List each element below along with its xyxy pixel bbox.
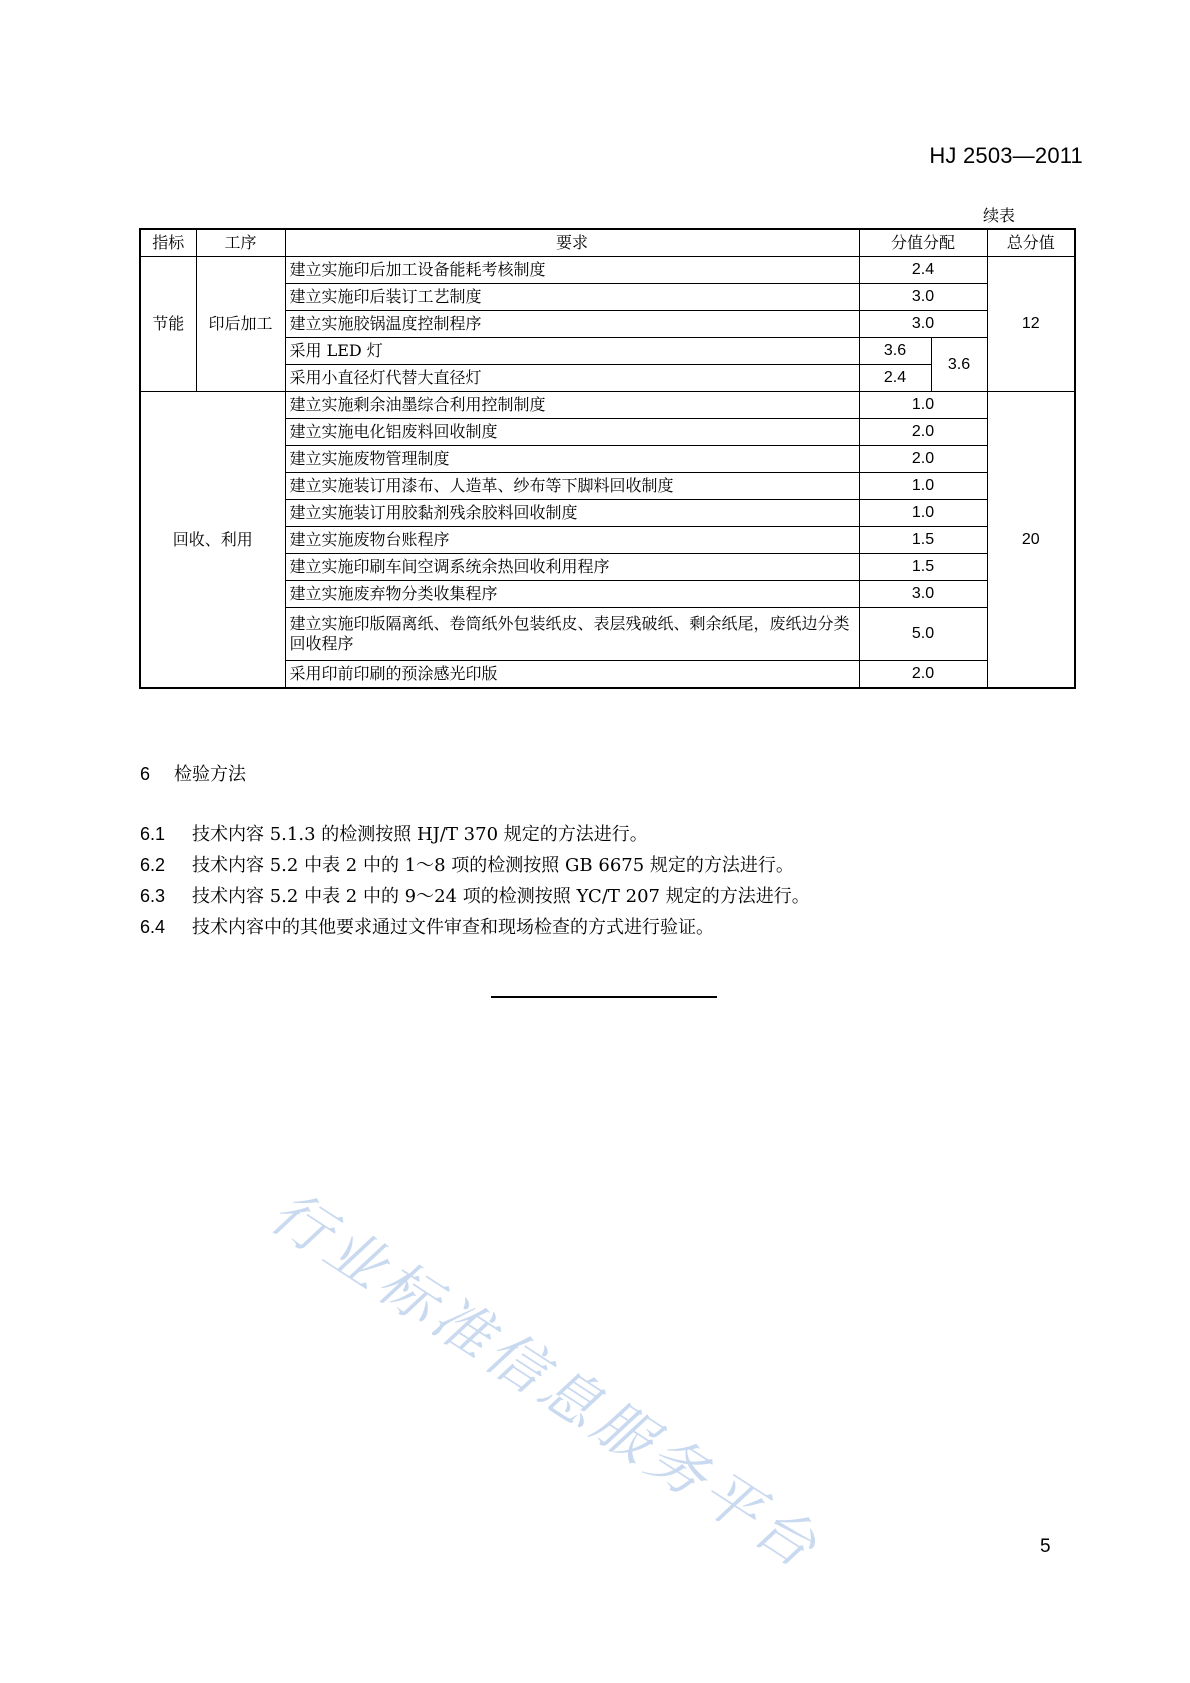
- clause-text: 技术内容 5.1.3 的检测按照 HJ/T 370 规定的方法进行。: [192, 824, 648, 845]
- clause-item: [140, 851, 810, 882]
- clause-text: 技术内容 5.2 中表 2 中的 9～24 项的检测按照 YC/T 207 规定的方法进行。: [192, 886, 810, 907]
- requirement-cell: 建立实施剩余油墨综合利用控制制度: [285, 392, 859, 419]
- process-post-press: 印后加工: [196, 257, 285, 392]
- requirement-cell: 建立实施装订用胶黏剂残余胶料回收制度: [285, 500, 859, 527]
- clause-text: 技术内容 5.2 中表 2 中的 1～8 项的检测按照 GB 6675 规定的方法进行。: [192, 855, 794, 876]
- clause-item: [140, 913, 810, 944]
- section-number: 6: [140, 764, 151, 784]
- requirement-cell: 建立实施印刷车间空调系统余热回收利用程序: [285, 554, 859, 581]
- clause-number: 6.2: [140, 855, 166, 875]
- requirement-cell: 建立实施装订用漆布、人造革、纱布等下脚料回收制度: [285, 473, 859, 500]
- clause-item: [140, 820, 810, 851]
- requirement-cell: 建立实施印后加工设备能耗考核制度: [285, 257, 859, 284]
- score-cell: 5.0: [859, 608, 987, 661]
- indicator-energy: 节能: [140, 257, 196, 392]
- requirement-cell: 建立实施印版隔离纸、卷筒纸外包装纸皮、表层残破纸、剩余纸尾，废纸边分类回收程序: [285, 608, 859, 661]
- score-cell: 1.0: [859, 392, 987, 419]
- score-cell: 1.0: [859, 473, 987, 500]
- score-cell: 2.4: [859, 257, 987, 284]
- table-row: [140, 257, 1075, 284]
- scoring-table: [139, 228, 1076, 689]
- clause-text: 技术内容中的其他要求通过文件审查和现场检查的方式进行验证。: [192, 917, 714, 938]
- col-header-total: 总分值: [987, 229, 1075, 257]
- clause-number: 6.1: [140, 824, 166, 844]
- requirement-cell: 建立实施电化铝废料回收制度: [285, 419, 859, 446]
- clause-list: [140, 820, 810, 944]
- end-rule: [491, 996, 717, 998]
- col-header-indicator: 指标: [140, 229, 196, 257]
- table-row: [140, 392, 1075, 419]
- clause-number: 6.3: [140, 886, 166, 906]
- score-cell: 2.4: [859, 365, 931, 392]
- score-cell: 3.0: [859, 284, 987, 311]
- page-number: 5: [1040, 1536, 1051, 1557]
- document-code: HJ 2503—2011: [929, 143, 1083, 168]
- table-header-row: [140, 229, 1075, 257]
- total-recycle: 20: [987, 392, 1075, 689]
- requirement-cell: 采用小直径灯代替大直径灯: [285, 365, 859, 392]
- score-cell: 2.0: [859, 419, 987, 446]
- score-cell: 3.0: [859, 581, 987, 608]
- score-cell: 1.5: [859, 527, 987, 554]
- requirement-cell: 建立实施印后装订工艺制度: [285, 284, 859, 311]
- section-heading: [140, 760, 246, 786]
- continued-table-label: 续表: [983, 206, 1016, 225]
- requirement-cell: 采用 LED 灯: [285, 338, 859, 365]
- score-cell: 2.0: [859, 661, 987, 689]
- requirement-cell: 建立实施胶锅温度控制程序: [285, 311, 859, 338]
- score-cell: 1.5: [859, 554, 987, 581]
- score-cell: 1.0: [859, 500, 987, 527]
- requirement-cell: 采用印前印刷的预涂感光印版: [285, 661, 859, 689]
- indicator-recycle: 回收、利用: [140, 392, 285, 689]
- requirement-cell: 建立实施废弃物分类收集程序: [285, 581, 859, 608]
- watermark: 行业标准信息服务平台: [258, 1177, 833, 1584]
- clause-item: [140, 882, 810, 913]
- clause-number: 6.4: [140, 917, 166, 937]
- col-header-requirement: 要求: [285, 229, 859, 257]
- section-title: 检验方法: [174, 764, 246, 785]
- lamp-group-score: 3.6: [931, 338, 987, 392]
- requirement-cell: 建立实施废物台账程序: [285, 527, 859, 554]
- col-header-score: 分值分配: [859, 229, 987, 257]
- col-header-process: 工序: [196, 229, 285, 257]
- total-energy: 12: [987, 257, 1075, 392]
- requirement-cell: 建立实施废物管理制度: [285, 446, 859, 473]
- score-cell: 3.0: [859, 311, 987, 338]
- score-cell: 3.6: [859, 338, 931, 365]
- score-cell: 2.0: [859, 446, 987, 473]
